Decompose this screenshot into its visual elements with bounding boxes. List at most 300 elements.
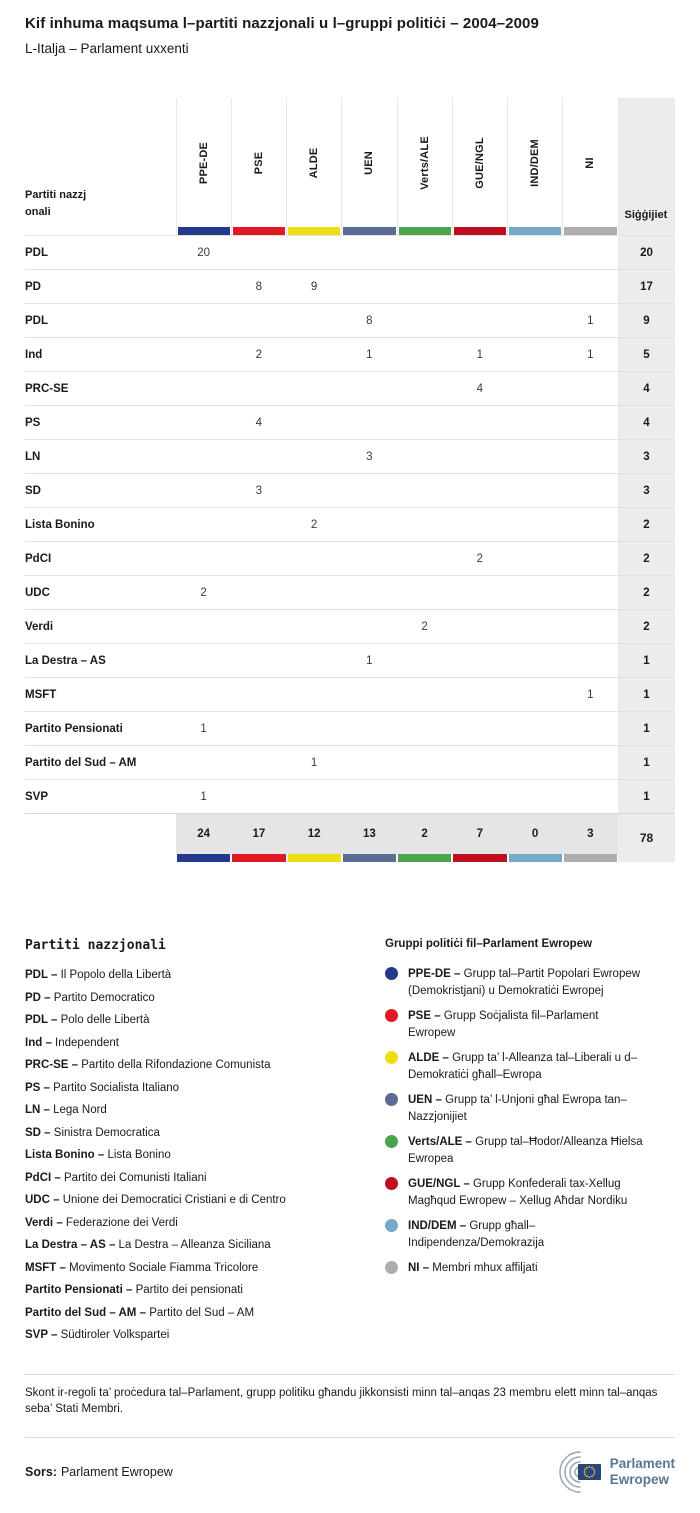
group-legend-text [408,1134,648,1167]
cell-value [342,678,397,712]
cell-value [563,406,618,440]
party-name: SVP [25,780,176,814]
group-legend-item [385,1092,675,1125]
row-seats-total: 1 [618,712,675,746]
party-legend [25,938,385,1350]
party-abbr: Partito Pensionati – [25,1284,133,1296]
cell-value [176,338,231,372]
party-legend-item [25,1327,385,1343]
cell-value [452,406,507,440]
table-row [25,542,675,576]
cell-value [176,678,231,712]
cell-value: 1 [342,644,397,678]
party-full-name: Partito Socialista Italiano [53,1081,180,1094]
group-legend-list [385,966,675,1277]
group-description: Grupp ta’ l-Unjoni għal Ewropa tan–Nazzjonijiet [408,1094,627,1123]
totals-cell [563,814,618,863]
group-description: Membri mhux affiljati [432,1262,538,1274]
totals-cell [287,814,342,863]
cell-value [342,270,397,304]
group-column-label: ALDE [308,147,321,178]
cell-value [452,270,507,304]
group-legend-item [385,966,675,999]
cell-value [287,644,342,678]
party-name: Lista Bonino [25,508,176,542]
party-name: UDC [25,576,176,610]
group-abbr: PPE-DE – [408,968,461,980]
cell-value [342,780,397,814]
cell-value [342,372,397,406]
party-legend-item [25,1012,385,1028]
party-legend-item [25,1125,385,1141]
cell-value [452,304,507,338]
party-legend-item [25,1080,385,1096]
cell-value [508,780,563,814]
cell-value [176,746,231,780]
group-abbr: UEN – [408,1094,442,1106]
group-abbr: PSE – [408,1010,441,1022]
party-abbr: La Destra – AS – [25,1239,116,1251]
seats-column-label: Siġġijiet [624,209,668,221]
totals-cell [176,814,231,863]
cell-value [452,576,507,610]
cell-value [231,508,286,542]
party-legend-item [25,1282,385,1298]
cell-value [287,372,342,406]
cell-value [508,236,563,270]
row-seats-total: 3 [618,440,675,474]
party-full-name: Lega Nord [53,1104,107,1116]
cell-value [397,338,452,372]
totals-value: 12 [287,814,342,854]
party-abbr: Verdi – [25,1216,63,1229]
group-legend-text [408,1176,648,1209]
party-full-name: Unione dei Democratici Cristiani e di Centro [62,1194,286,1206]
divider [25,1374,675,1375]
party-full-name: Polo delle Libertà [60,1014,150,1026]
cell-value [231,576,286,610]
cell-value [563,712,618,746]
table-row [25,338,675,372]
group-column-header [452,98,507,236]
row-header-cell [25,98,176,236]
cell-value [342,576,397,610]
table-totals-row [25,814,675,863]
cell-value [342,236,397,270]
cell-value [452,678,507,712]
row-seats-total: 2 [618,508,675,542]
group-column-label: IND/DEM [529,138,542,187]
cell-value [176,372,231,406]
party-full-name: Partito Democratico [53,991,155,1004]
party-abbr: PD – [25,991,51,1004]
cell-value [176,406,231,440]
cell-value [231,678,286,712]
group-legend-item [385,1218,675,1251]
group-legend-text [408,1008,648,1041]
totals-value: 17 [231,814,286,854]
cell-value [508,644,563,678]
group-legend-item [385,1176,675,1209]
cell-value [231,440,286,474]
source-row [25,1448,675,1496]
cell-value [342,542,397,576]
cell-value [452,236,507,270]
cell-value [452,746,507,780]
totals-value: 2 [397,814,452,854]
cell-value: 1 [563,304,618,338]
party-name: PRC-SE [25,372,176,406]
cell-value [508,542,563,576]
group-abbr: NI – [408,1262,430,1274]
group-color-bar [399,227,451,235]
cell-value [452,440,507,474]
table-header-row [25,98,675,236]
party-name: Partito del Sud – AM [25,746,176,780]
group-color-bar [564,854,617,862]
group-description: Grupp Soċjalista fil–Parlament Ewropew [408,1010,599,1039]
cell-value: 1 [176,712,231,746]
party-legend-item [25,1147,385,1163]
parlament-ewropew-logo [550,1449,675,1495]
cell-value [231,644,286,678]
cell-value [231,610,286,644]
totals-value: 13 [342,814,397,854]
party-legend-item [25,1035,385,1051]
party-legend-item [25,1170,385,1186]
cell-value [176,474,231,508]
cell-value [508,508,563,542]
cell-value [397,474,452,508]
cell-value [452,474,507,508]
party-name: PS [25,406,176,440]
cell-value [176,270,231,304]
group-color-dot [385,1093,398,1106]
group-color-bar [398,854,451,862]
table-row [25,304,675,338]
group-color-dot [385,1009,398,1022]
table-row [25,508,675,542]
group-color-bar [564,227,616,235]
seats-column-header [618,98,675,236]
row-seats-total: 2 [618,542,675,576]
group-color-dot [385,1135,398,1148]
cell-value [287,304,342,338]
group-column-header [563,98,618,236]
party-name: Ind [25,338,176,372]
totals-cell [397,814,452,863]
cell-value [508,746,563,780]
cell-value [563,236,618,270]
ep-hemicycle-icon [550,1449,602,1495]
cell-value [452,644,507,678]
cell-value [342,610,397,644]
cell-value: 9 [287,270,342,304]
party-name: Partito Pensionati [25,712,176,746]
cell-value [287,542,342,576]
group-column-label: PPE-DE [197,141,210,184]
party-name: PDL [25,304,176,338]
party-abbr: PDL – [25,969,58,981]
cell-value [397,712,452,746]
party-abbr: MSFT – [25,1261,66,1274]
group-color-bar [343,227,395,235]
cell-value [508,712,563,746]
cell-value: 8 [342,304,397,338]
party-abbr: UDC – [25,1194,60,1206]
group-description: Grupp tal–Partit Popolari Ewropew (Demokristjani) u Demokratiċi Ewropej [408,968,641,997]
group-color-bar [177,854,230,862]
page-title: Kif inhuma maqsuma l–partiti nazzjonali u l–gruppi politiċi – 2004–2009 [25,15,539,32]
totals-cell [508,814,563,863]
table-row [25,678,675,712]
cell-value: 1 [452,338,507,372]
cell-value: 4 [452,372,507,406]
party-abbr: PdCI – [25,1171,61,1184]
totals-cell [231,814,286,863]
party-full-name: Partito della Rifondazione Comunista [81,1059,271,1071]
group-legend-item [385,1134,675,1167]
table-row [25,780,675,814]
party-legend-item [25,1305,385,1321]
source [25,1465,173,1479]
cell-value [342,712,397,746]
cell-value [563,576,618,610]
group-column-header [287,98,342,236]
cell-value [508,610,563,644]
table-row [25,406,675,440]
group-legend-text [408,1218,648,1251]
cell-value [508,474,563,508]
party-legend-list [25,967,385,1343]
cell-value [231,712,286,746]
party-abbr: PRC-SE – [25,1059,79,1071]
row-seats-total: 17 [618,270,675,304]
party-name: PD [25,270,176,304]
page-subtitle: L-Italja – Parlament uxxenti [25,41,189,56]
cell-value [287,338,342,372]
group-legend-item [385,1260,675,1277]
totals-value: 7 [452,814,507,854]
cell-value [563,270,618,304]
row-seats-total: 4 [618,372,675,406]
group-color-dot [385,1219,398,1232]
cell-value: 3 [342,440,397,474]
cell-value [397,542,452,576]
table-row [25,270,675,304]
cell-value [287,780,342,814]
cell-value [342,474,397,508]
cell-value [287,440,342,474]
table-row [25,372,675,406]
party-legend-item [25,1215,385,1231]
cell-value [563,780,618,814]
group-legend-text [408,1260,648,1277]
group-abbr: IND/DEM – [408,1220,467,1232]
cell-value [287,712,342,746]
group-description: Grupp tal–Ħodor/Alleanza Ħielsa Ewropea [408,1136,643,1165]
cell-value [508,576,563,610]
group-color-bar [509,854,562,862]
cell-value [176,304,231,338]
cell-value: 3 [231,474,286,508]
totals-empty-cell [25,814,176,863]
cell-value [342,746,397,780]
party-legend-item [25,1102,385,1118]
cell-value: 20 [176,236,231,270]
cell-value [176,542,231,576]
party-legend-item [25,990,385,1006]
cell-value [397,406,452,440]
cell-value [342,508,397,542]
group-legend-item [385,1050,675,1083]
cell-value [452,712,507,746]
cell-value [397,678,452,712]
row-seats-total: 1 [618,746,675,780]
row-seats-total: 1 [618,644,675,678]
cell-value [563,610,618,644]
party-legend-item [25,1237,385,1253]
cell-value [563,508,618,542]
cell-value [563,440,618,474]
cell-value [563,746,618,780]
cell-value [176,440,231,474]
totals-value: 24 [176,814,231,854]
party-name: Verdi [25,610,176,644]
cell-value: 2 [452,542,507,576]
cell-value [287,474,342,508]
group-color-bar [233,227,285,235]
row-seats-total: 4 [618,406,675,440]
cell-value [563,644,618,678]
party-name: La Destra – AS [25,644,176,678]
party-name: LN [25,440,176,474]
row-seats-total: 2 [618,576,675,610]
cell-value [397,746,452,780]
group-column-header [397,98,452,236]
group-legend-text [408,1050,648,1083]
cell-value [397,440,452,474]
cell-value: 2 [176,576,231,610]
party-name: MSFT [25,678,176,712]
row-seats-total: 9 [618,304,675,338]
group-description: Grupp Konfederali tax-Xellug Magħqud Ewropew – Xellug Aħdar Nordiku [408,1178,628,1207]
eu-flag-icon [578,1464,601,1480]
group-color-bar [454,227,506,235]
group-column-label: UEN [363,150,376,175]
party-abbr: LN – [25,1104,50,1116]
group-abbr: GUE/NGL – [408,1178,470,1190]
totals-value: 3 [563,814,618,854]
cell-value [508,406,563,440]
party-full-name: Movimento Sociale Fiamma Tricolore [69,1261,259,1274]
group-column-header [231,98,286,236]
logo-line1: Parlament [609,1455,675,1471]
cell-value: 4 [231,406,286,440]
party-full-name: La Destra – Alleanza Siciliana [118,1239,271,1251]
party-abbr: Partito del Sud – AM – [25,1306,146,1319]
group-legend-heading: Gruppi politiċi fil–Parlament Ewropew [385,938,593,950]
party-full-name: Südtiroler Volkspartei [60,1329,170,1341]
cell-value [287,236,342,270]
cell-value: 1 [176,780,231,814]
cell-value [397,304,452,338]
row-seats-total: 5 [618,338,675,372]
cell-value [342,406,397,440]
group-column-header [176,98,231,236]
cell-value: 1 [342,338,397,372]
group-description: Grupp ta’ l-Alleanza tal–Liberali u d–Demokratiċi għall–Ewropa [408,1052,638,1081]
group-column-label: PSE [252,151,265,174]
table-row [25,474,675,508]
table-row [25,644,675,678]
cell-value [231,304,286,338]
cell-value [397,780,452,814]
cell-value: 2 [397,610,452,644]
group-color-bar [288,227,340,235]
divider [25,1437,675,1438]
cell-value [397,576,452,610]
source-name: Parlament Ewropew [60,1464,173,1479]
cell-value [287,678,342,712]
grand-total-seats: 78 [618,814,675,863]
cell-value [287,406,342,440]
group-legend-item [385,1008,675,1041]
group-legend-text [408,1092,648,1125]
cell-value [397,508,452,542]
procedure-note: Skont ir-regoli ta’ proċedura tal–Parlament, grupp politiku għandu jikkonsisti minn tal–anqas 23 membru elett minn tal–anqas seba’ Stati Membri. [25,1386,658,1415]
party-abbr: PDL – [25,1014,58,1026]
party-legend-item [25,967,385,983]
group-color-bar [509,227,561,235]
party-full-name: Sinistra Democratica [53,1126,160,1139]
row-header-label: Partiti nazzjonali [25,188,87,218]
cell-value: 1 [563,338,618,372]
cell-value [508,304,563,338]
party-legend-item [25,1057,385,1073]
group-color-bar [343,854,396,862]
totals-cell [452,814,507,863]
group-color-dot [385,1177,398,1190]
cell-value [176,610,231,644]
party-full-name: Il Popolo della Libertà [60,969,172,981]
group-abbr: Verts/ALE – [408,1136,472,1148]
row-seats-total: 1 [618,780,675,814]
party-full-name: Partito del Sud – AM [149,1306,255,1319]
cell-value [508,270,563,304]
table-row [25,576,675,610]
cell-value [176,508,231,542]
group-color-dot [385,1261,398,1274]
row-seats-total: 1 [618,678,675,712]
table-row [25,746,675,780]
source-label: Sors: [25,1464,57,1479]
group-legend [385,938,675,1350]
group-column-label: GUE/NGL [473,136,486,189]
legends-section [25,938,675,1350]
seat-distribution-table [25,98,675,862]
group-color-bar [232,854,285,862]
party-full-name: Independent [55,1036,119,1049]
group-color-dot [385,967,398,980]
table-row [25,610,675,644]
group-column-header [508,98,563,236]
cell-value [563,542,618,576]
party-abbr: SD – [25,1126,51,1139]
cell-value [231,780,286,814]
totals-cell [342,814,397,863]
party-abbr: Ind – [25,1036,52,1049]
